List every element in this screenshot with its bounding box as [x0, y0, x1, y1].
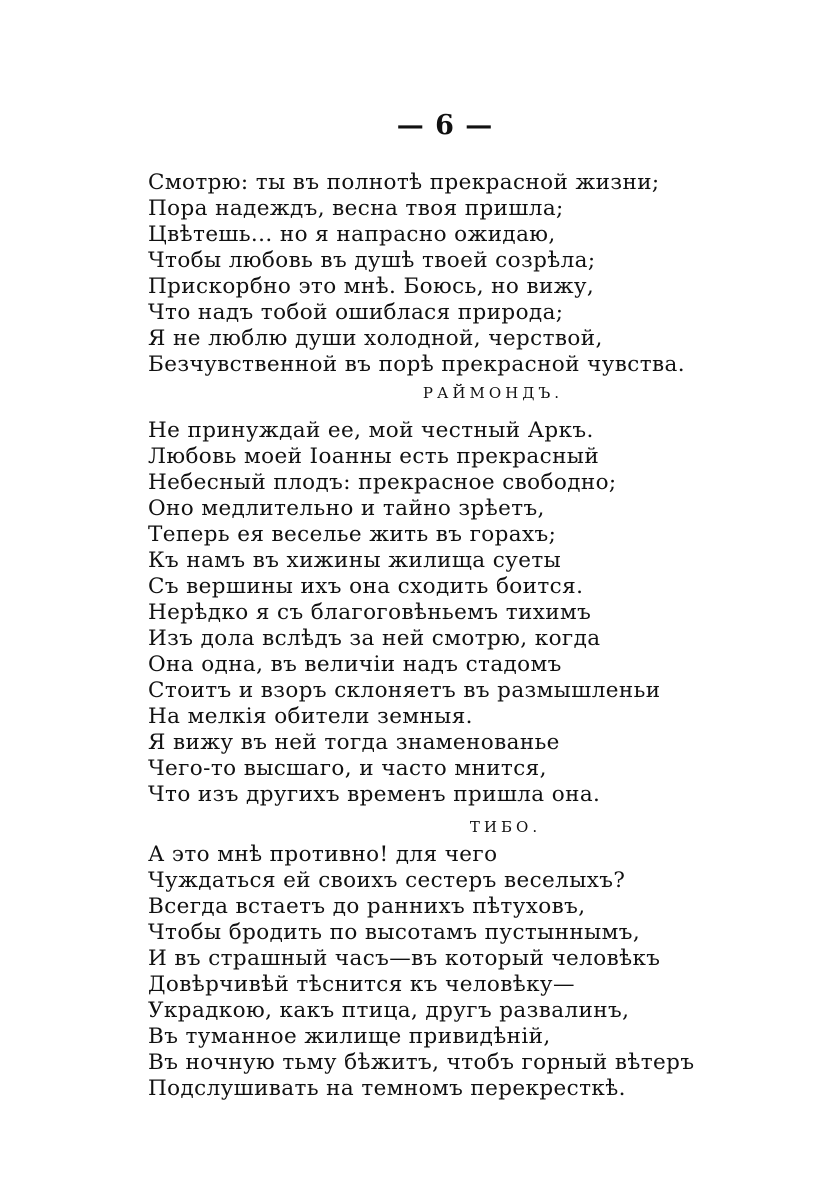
verse-line: Съ вершины ихъ она сходить боится.	[148, 574, 584, 599]
verse-line: Оно медлительно и тайно зрѣетъ,	[148, 496, 545, 521]
verse-line: Чуждаться ей своихъ сестеръ веселыхъ?	[148, 868, 626, 893]
verse-line: Чтобы бродить по высотамъ пустыннымъ,	[148, 920, 641, 945]
verse-line: Я не люблю души холодной, черствой,	[148, 326, 603, 351]
verse-line: Не принуждай ее, мой честный Аркъ.	[148, 418, 594, 443]
speaker-name: РАЙМОНДЪ.	[422, 384, 564, 402]
verse-line: Довѣрчивѣй тѣснится къ человѣку—	[148, 972, 575, 997]
verse-line: Стоитъ и взоръ склоняетъ въ размышленьи	[148, 678, 661, 703]
verse-line: Прискорбно это мнѣ. Боюсь, но вижу,	[148, 274, 595, 299]
verse-line: Цвѣтешь... но я напрасно ожидаю,	[148, 222, 556, 247]
verse-line: Она одна, въ величіи надъ стадомъ	[148, 652, 562, 677]
stanza-3	[148, 842, 708, 1102]
verse-line: Чтобы любовь въ душѣ твоей созрѣла;	[148, 248, 596, 273]
verse-line: Всегда встаетъ до раннихъ пѣтуховъ,	[148, 894, 586, 919]
verse-line: Къ намъ въ хижины жилища суеты	[148, 548, 562, 573]
verse-line: Изъ дола вслѣдъ за ней смотрю, когда	[148, 626, 601, 651]
verse-line: Смотрю: ты въ полнотѣ прекрасной жизни;	[148, 170, 660, 195]
verse-line: И въ страшный часъ—въ который человѣкъ	[148, 946, 661, 971]
speaker-name: ТИБО.	[469, 818, 542, 836]
verse-line: Любовь моей Іоанны есть прекрасный	[148, 444, 600, 469]
verse-line: Украдкою, какъ птица, другъ развалинъ,	[148, 998, 630, 1023]
verse-line: Нерѣдко я съ благоговѣньемъ тихимъ	[148, 600, 592, 625]
verse-line: Въ туманное жилище привидѣній,	[148, 1024, 551, 1049]
verse-line: Пора надеждъ, весна твоя пришла;	[148, 196, 564, 221]
verse-line: Небесный плодъ: прекрасное свободно;	[148, 470, 617, 495]
verse-line: Въ ночную тьму бѣжитъ, чтобъ горный вѣтеръ	[148, 1050, 695, 1075]
page-number: — 6 —	[396, 110, 494, 141]
verse-line: Подслушивать на темномъ перекресткѣ.	[148, 1076, 626, 1101]
verse-line: Что надъ тобой ошиблася природа;	[148, 300, 564, 325]
verse-line: Что изъ другихъ временъ пришла она.	[148, 782, 601, 807]
verse-line: Безчувственной въ порѣ прекрасной чувства.	[148, 352, 685, 377]
verse-line: А это мнѣ противно! для чего	[148, 842, 498, 867]
verse-line: Чего-то высшаго, и часто мнится,	[148, 756, 547, 781]
stanza-2	[148, 418, 708, 808]
verse-text	[148, 170, 708, 1102]
stanza-1	[148, 170, 708, 378]
verse-line: Теперь ея веселье жить въ горахъ;	[148, 522, 557, 547]
verse-line: Я вижу въ ней тогда знаменованье	[148, 730, 560, 755]
verse-line: На мелкія обители земныя.	[148, 704, 473, 729]
